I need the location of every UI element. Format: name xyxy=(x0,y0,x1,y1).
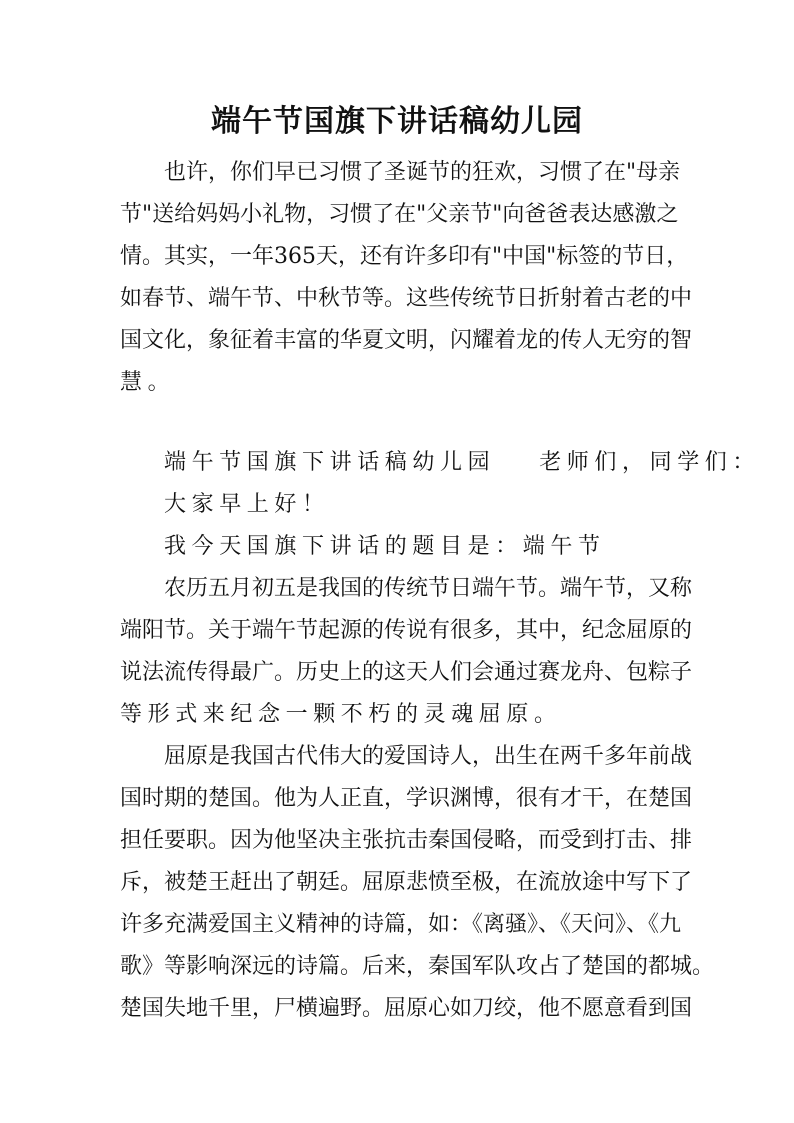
text-line: 国文化，象征着丰富的华夏文明，闪耀着龙的传人无穷的智 xyxy=(120,328,693,353)
text-line: 说法流传得最广。历史上的这天人们会通过赛龙舟、包粽子 xyxy=(120,660,693,685)
greeting-heading: 端午节国旗下讲话稿幼儿园 xyxy=(164,450,496,475)
greeting-audience: 老师们，同学们： xyxy=(539,450,761,475)
topic-line: 我今天国旗下讲话的题目是：端午节 xyxy=(164,534,606,559)
speech-body xyxy=(120,442,761,1030)
text-line: 节"送给妈妈小礼物，习惯了在"父亲节"向爸爸表达感激之 xyxy=(120,202,679,227)
text-line: 斥，被楚王赶出了朝廷。屈原悲愤至极，在流放途中写下了 xyxy=(120,870,693,895)
greeting-line xyxy=(120,442,761,484)
text-line: 如春节、端午节、中秋节等。这些传统节日折射着古老的中 xyxy=(120,286,693,311)
text-line: 楚国失地千里，尸横遍野。屈原心如刀绞，他不愿意看到国 xyxy=(120,996,693,1021)
hello-line: 大家早上好！ xyxy=(164,492,330,517)
text-line: 端阳节。关于端午节起源的传说有很多，其中，纪念屈原的 xyxy=(120,618,693,643)
text-line: 也许，你们早已习惯了圣诞节的狂欢，习惯了在"母亲 xyxy=(164,160,681,185)
text-line: 慧。 xyxy=(120,370,176,395)
text-line: 歌》等影响深远的诗篇。后来，秦国军队攻占了楚国的都城。 xyxy=(120,954,715,979)
text-line: 国时期的楚国。他为人正直，学识渊博，很有才干，在楚国 xyxy=(120,786,693,811)
text-line: 屈原是我国古代伟大的爱国诗人，出生在两千多年前战 xyxy=(164,744,693,769)
text-line: 情。其实，一年365天，还有许多印有"中国"标签的节日， xyxy=(120,244,689,269)
text-line: 许多充满爱国主义精神的诗篇，如：《离骚》、《天问》、《九 xyxy=(120,912,682,937)
text-line: 农历五月初五是我国的传统节日端午节。端午节，又称 xyxy=(164,576,693,601)
document-title: 端午节国旗下讲话稿幼儿园 xyxy=(211,104,583,139)
text-line: 等形式来纪念一颗不朽的灵魂屈原。 xyxy=(120,702,562,727)
text-line: 担任要职。因为他坚决主张抗击秦国侵略，而受到打击、排 xyxy=(120,828,693,853)
intro-paragraph xyxy=(120,152,693,404)
